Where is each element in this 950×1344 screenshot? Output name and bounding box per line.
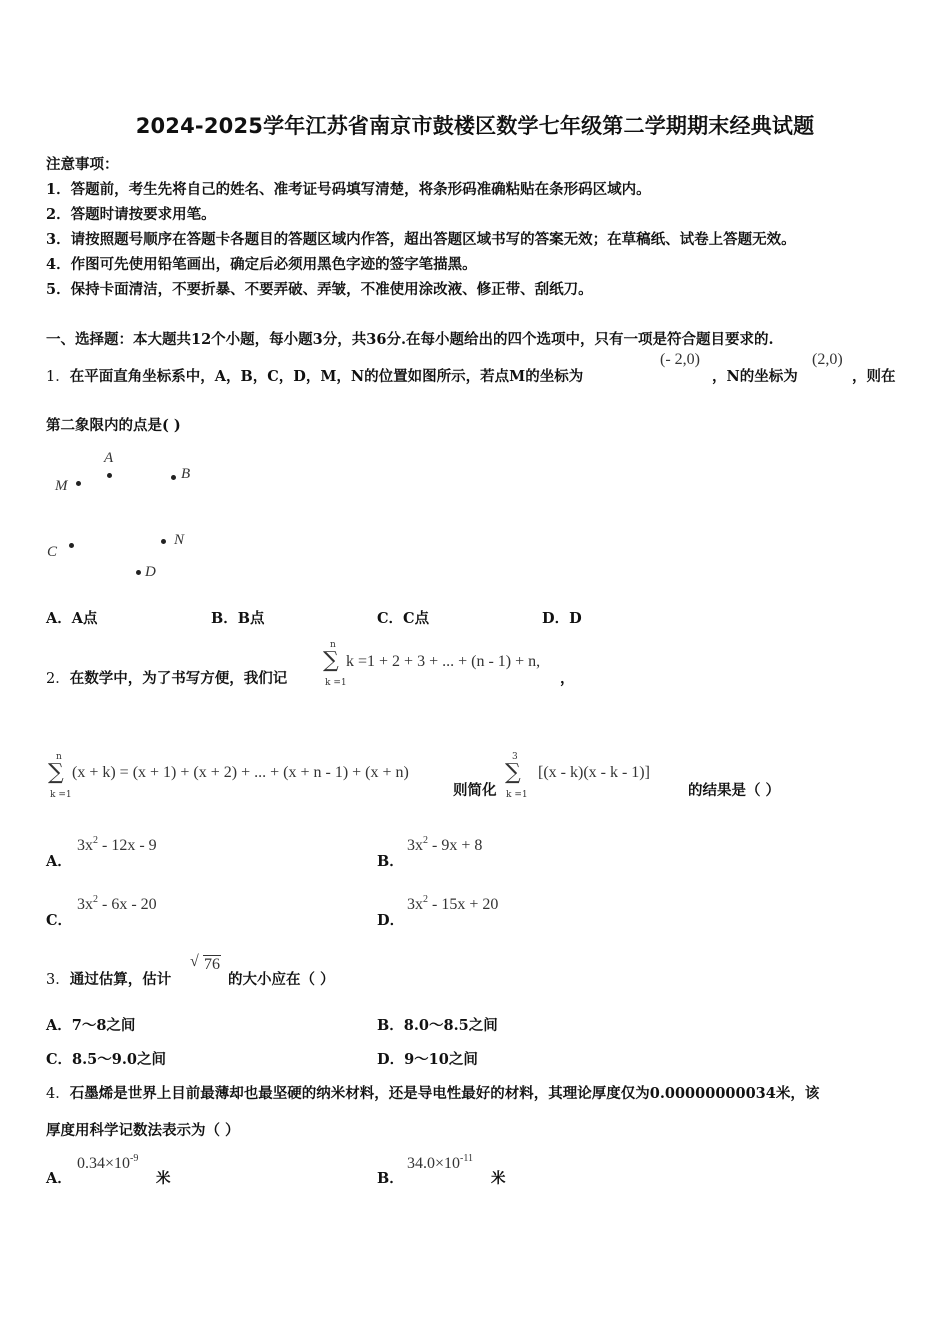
- notice-heading: 注意事项：: [46, 156, 119, 173]
- notice-item: 4．作图可先使用铅笔画出，确定后必须用黑色字迹的签字笔描黑。: [46, 256, 477, 273]
- section-heading: 一、选择题：本大题共12个小题，每小题3分，共36分.在每小题给出的四个选项中，只有一项是符合题目要求的.: [46, 331, 774, 348]
- point-a: [107, 473, 112, 478]
- option-a-label: A．: [46, 1170, 72, 1187]
- sigma-icon: ∑: [48, 760, 64, 785]
- point-label-d: D: [145, 564, 156, 580]
- point-m: [76, 481, 81, 486]
- question-text: 通过估算，估计: [69, 971, 172, 988]
- point-label-n: N: [174, 532, 185, 548]
- point-c: [69, 543, 74, 548]
- question-number: 3．: [46, 972, 70, 988]
- question-text: 石墨烯是世界上目前最薄却也最坚硬的纳米材料，还是导电性最好的材料，其理论厚度仅为0.00000000034米，该: [69, 1085, 820, 1102]
- question-text: ，N的坐标为: [712, 368, 798, 385]
- notice-item: 5．保持卡面清洁，不要折暴、不要弄破、弄皱，不准使用涂改液、修正带、刮纸刀。: [46, 281, 593, 298]
- unit: 米: [491, 1170, 506, 1187]
- question-text: 在平面直角坐标系中，A，B，C，D，M，N的位置如图所示，若点M的坐标为: [69, 368, 584, 385]
- question-number: 4．: [46, 1086, 70, 1102]
- option-a-label: A．: [46, 853, 72, 870]
- question-text: 的大小应在（ ）: [228, 971, 335, 988]
- notice-item: 3．请按照题号顺序在答题卡各题目的答题区域内作答，超出答题区域书写的答案无效；在草稿纸、试卷上答题无效。: [46, 231, 796, 248]
- option-b-label: B．: [377, 853, 404, 870]
- question-1: [46, 365, 583, 386]
- coord-n: (2,0): [812, 351, 843, 368]
- sqrt-icon: √: [190, 953, 199, 970]
- option-d[interactable]: $3x^2 - 15x + 20$: [407, 894, 499, 913]
- notice-item: 2．答题时请按要求用笔。: [46, 206, 216, 223]
- page-title: 2024-2025学年江苏省南京市鼓楼区数学七年级第二学期期末经典试题: [135, 114, 815, 138]
- option-c[interactable]: C．8.5～9.0之间: [46, 1051, 166, 1068]
- point-label-c: C: [47, 544, 58, 560]
- sum-upper: n: [330, 640, 336, 650]
- question-2: [46, 667, 287, 688]
- option-c[interactable]: $3x^2 - 6x - 20$: [77, 894, 157, 913]
- option-a[interactable]: A．7～8之间: [46, 1017, 136, 1034]
- sum-upper: n: [56, 752, 62, 762]
- option-c-label: C．: [46, 912, 73, 929]
- sum-lower: k =1: [506, 790, 528, 800]
- option-a[interactable]: $0.34\times 10^{-9}$: [77, 1153, 139, 1172]
- option-d[interactable]: D．D: [542, 610, 582, 627]
- option-d-label: D．: [377, 912, 405, 929]
- notice-item: 1．答题前，考生先将自己的姓名、准考证号码填写清楚，将条形码准确粘贴在条形码区域内。: [46, 181, 651, 198]
- sum-lower: k =1: [50, 790, 72, 800]
- option-b[interactable]: $34.0\times 10^{-11}$: [407, 1153, 473, 1172]
- formula-sum-xk: (x + k) = (x + 1) + (x + 2) + ... + (x + n - 1) + (x + n): [72, 764, 409, 781]
- question-text: 则简化: [453, 782, 497, 799]
- radicand: 76: [204, 956, 220, 973]
- option-b[interactable]: B．8.0～8.5之间: [377, 1017, 498, 1034]
- option-b[interactable]: B．B点: [211, 610, 265, 627]
- option-c[interactable]: C．C点: [377, 610, 430, 627]
- question-3: [46, 968, 171, 989]
- question-number: 1．: [46, 369, 70, 385]
- comma: ，: [560, 670, 575, 687]
- point-label-a: A: [104, 450, 114, 466]
- unit: 米: [156, 1170, 171, 1187]
- point-d: [136, 570, 141, 575]
- option-b-label: B．: [377, 1170, 404, 1187]
- sum-upper: 3: [512, 752, 518, 762]
- option-d[interactable]: D．9～10之间: [377, 1051, 478, 1068]
- option-a[interactable]: A．A点: [46, 610, 98, 627]
- point-n: [161, 539, 166, 544]
- point-b: [171, 475, 176, 480]
- coord-m: (- 2,0): [660, 351, 700, 368]
- question-4: [46, 1082, 819, 1103]
- point-label-b: B: [181, 466, 191, 482]
- question-text: ，则在: [852, 368, 896, 385]
- question-number: 2．: [46, 671, 70, 687]
- sigma-icon: ∑: [323, 648, 339, 673]
- question-text: 第二象限内的点是( ): [46, 417, 181, 434]
- point-label-m: M: [55, 478, 68, 494]
- sigma-icon: ∑: [505, 760, 521, 785]
- question-text: 厚度用科学记数法表示为（ ）: [46, 1122, 240, 1139]
- option-a[interactable]: $3x^2 - 12x - 9$: [77, 835, 157, 854]
- formula-simplify: [(x - k)(x - k - 1)]: [538, 764, 650, 781]
- question-text: 的结果是（ ）: [688, 782, 781, 799]
- option-b[interactable]: $3x^2 - 9x + 8$: [407, 835, 483, 854]
- sum-lower: k =1: [325, 678, 347, 688]
- question-text: 在数学中，为了书写方便，我们记: [69, 670, 288, 687]
- formula-sum-k: k =1 + 2 + 3 + ... + (n - 1) + n,: [346, 653, 541, 670]
